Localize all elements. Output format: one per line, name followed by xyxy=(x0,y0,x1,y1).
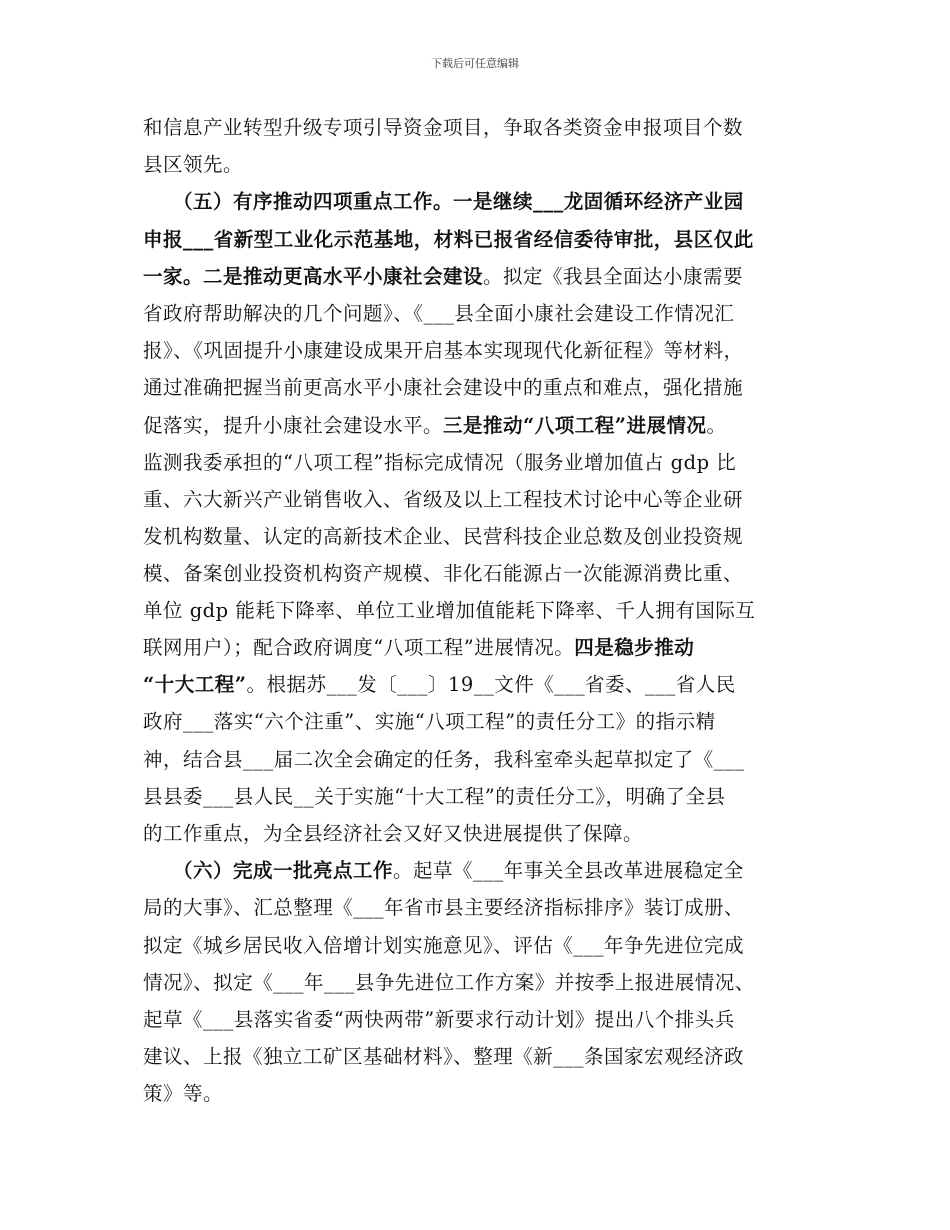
text-line xyxy=(143,372,743,400)
text-run: 起草《___县落实省委“两快两带”新要求行动计划》提出八个排头兵 xyxy=(143,1008,735,1031)
text-line xyxy=(143,669,736,697)
text-line xyxy=(143,410,726,438)
bold-text: 申报___省新型工业化示范基地，材料已报省经信委待审批，县区仅此 xyxy=(143,228,754,251)
text-run: 县县委___县人民__关于实施“十大工程”的责任分工》，明确了全县 xyxy=(143,785,726,808)
text-line xyxy=(143,967,755,995)
text-run: 县区领先。 xyxy=(143,153,244,176)
text-run: 省政府帮助解决的几个问题》、《___县全面小康社会建设工作情况汇 xyxy=(143,302,735,325)
text-line xyxy=(143,818,643,846)
text-line xyxy=(143,521,743,549)
text-run: 。根据苏___发〔___〕19__文件《___省委、___省人民 xyxy=(246,673,736,696)
text-run: 。拟定《我县全面达小康需要 xyxy=(483,265,744,288)
text-run: 单位 gdp 能耗下降率、单位工业增加值能耗下降率、千人拥有国际互 xyxy=(143,599,756,622)
bold-text: 一家。二是推动更高水平小康社会建设 xyxy=(143,265,484,288)
text-line xyxy=(143,744,745,772)
text-line xyxy=(143,595,755,623)
text-run: 和信息产业转型升级专项引导资金项目，争取各类资金申报项目个数 xyxy=(143,116,744,139)
bold-text: （五）有序推动四项重点工作。一是继续___龙固循环经济产业园 xyxy=(173,190,744,213)
text-line xyxy=(143,632,694,660)
text-line xyxy=(143,930,744,958)
text-line xyxy=(143,1041,744,1069)
text-line xyxy=(143,706,716,734)
text-line xyxy=(143,335,744,363)
text-run: 。起草《___年事关全县改革进展稳定全 xyxy=(393,859,744,882)
text-line xyxy=(143,1004,735,1032)
bold-text: 三是推动“八项工程”进展情况 xyxy=(443,414,707,437)
text-run: 神，结合县___届二次全会确定的任务，我科室牵头起草拟定了《___ xyxy=(143,748,745,771)
text-line xyxy=(173,855,744,883)
text-run: 发机构数量、认定的高新技术企业、民营科技企业总数及创业投资规 xyxy=(143,525,744,548)
bold-text: （六）完成一批亮点工作 xyxy=(173,859,394,882)
text-line xyxy=(143,298,734,326)
text-run: 通过准确把握当前更高水平小康社会建设中的重点和难点，强化措施 xyxy=(143,376,744,399)
text-line xyxy=(143,781,725,809)
text-run: 报》、《巩固提升小康建设成果开启基本实现现代化新征程》等材料， xyxy=(143,339,744,362)
text-line xyxy=(143,447,736,475)
text-line xyxy=(143,224,754,252)
text-line xyxy=(143,558,743,586)
text-run: 促落实，提升小康社会建设水平。 xyxy=(143,414,444,437)
text-run: 政府___落实“六个注重”、实施“八项工程”的责任分工》的指示精 xyxy=(143,710,716,733)
text-run: 联网用户）；配合政府调度“八项工程”进展情况。 xyxy=(143,636,575,659)
text-run: 的工作重点，为全县经济社会又好又快进展提供了保障。 xyxy=(143,822,644,845)
text-run: 情况》、拟定《___年___县争先进位工作方案》并按季上报进展情况、 xyxy=(143,971,755,994)
text-run: 策》等。 xyxy=(143,1082,224,1105)
text-run: 建议、上报《独立工矿区基础材料》、整理《新___条国家宏观经济政 xyxy=(143,1045,745,1068)
text-line xyxy=(173,186,744,214)
text-run: 监测我委承担的“八项工程”指标完成情况（服务业增加值占 gdp 比 xyxy=(143,451,737,474)
text-run: 模、备案创业投资机构资产规模、非化石能源占一次能源消费比重、 xyxy=(143,562,744,585)
bold-text: “十大工程” xyxy=(143,673,247,696)
text-run: 拟定《城乡居民收入倍增计划实施意见》、评估《___年争先进位完成 xyxy=(143,934,745,957)
text-line xyxy=(143,149,243,177)
text-line xyxy=(143,484,743,512)
page-header: 下载后可任意编辑 xyxy=(431,57,519,70)
text-line xyxy=(143,1078,223,1106)
text-line xyxy=(143,261,743,289)
text-run: 重、六大新兴产业销售收入、省级及以上工程技术讨论中心等企业研 xyxy=(143,488,744,511)
text-run: 。 xyxy=(706,414,727,437)
text-line xyxy=(143,892,744,920)
text-run: 局的大事》、汇总整理《___年省市县主要经济指标排序》装订成册、 xyxy=(143,896,745,919)
bold-text: 四是稳步推动 xyxy=(574,636,695,659)
text-line xyxy=(143,112,743,140)
